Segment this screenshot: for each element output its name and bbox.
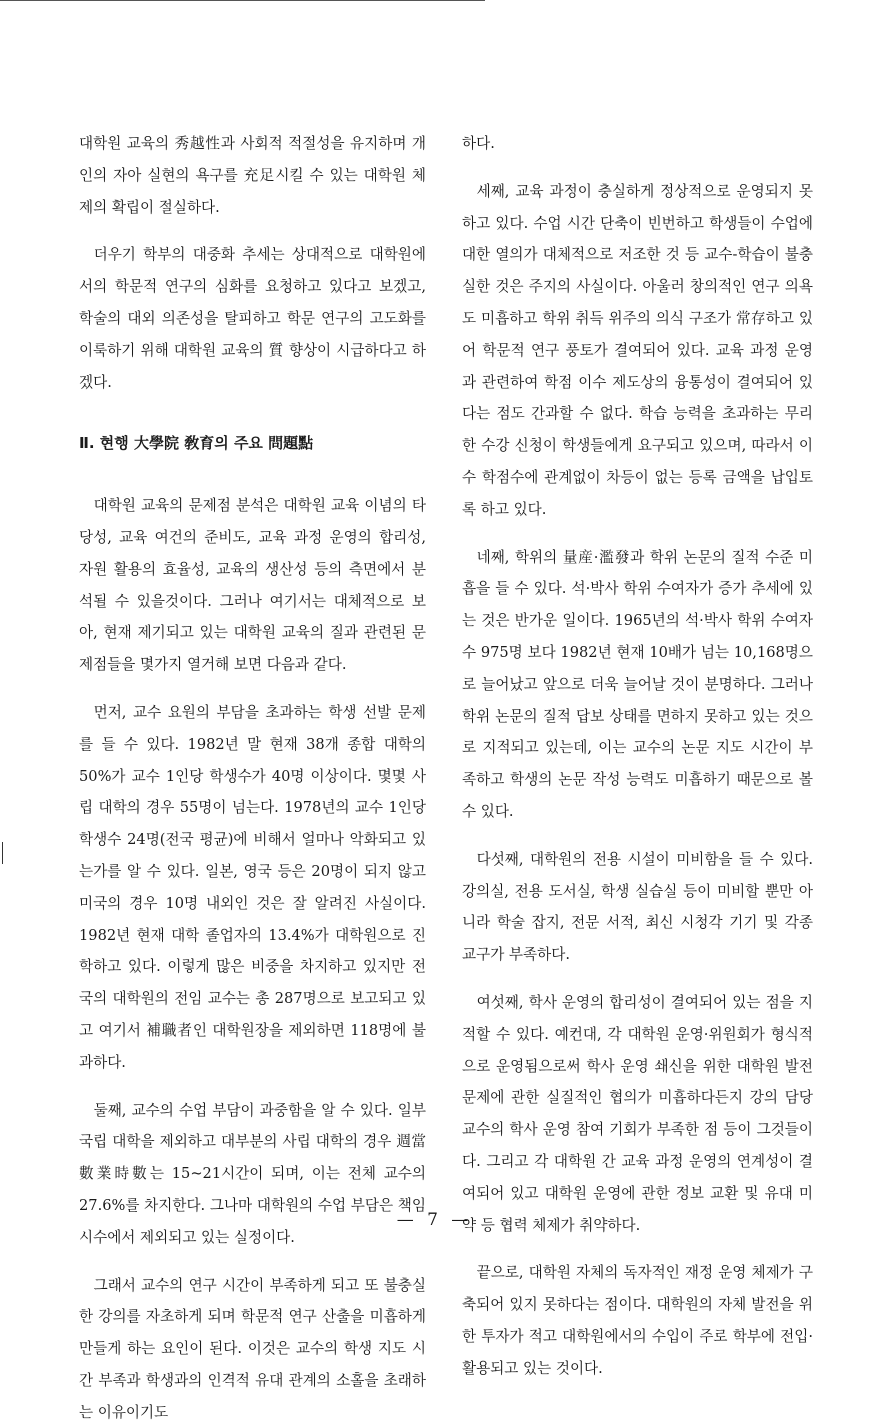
paragraph: 여섯째, 학사 운영의 합리성이 결여되어 있는 점을 지적할 수 있다. 예컨대, 각 대학원 운영·위원회가 형식적으로 운영됨으로써 학사 운영 쇄신을 위한 대학원 발전 문제에 관한 실질적인 협의가 미흡하다든지 강의 담당 교수의 학사 운영 참여 기회가 부족한 점 등이 그것들이다. 그리고 각 대학원 간 교육 과정 운영의 연계성이 결여되어 있고 대학원 운영에 관한 정보 교환 및 유대 미약 등 협력 체제가 취약하다.: [462, 987, 813, 1241]
margin-mark: [2, 842, 3, 864]
section-heading: Ⅱ. 현행 大學院 敎育의 주요 問題點: [79, 428, 426, 460]
paragraph: 먼저, 교수 요원의 부담을 초과하는 학생 선발 문제를 들 수 있다. 1982년 말 현재 38개 종합 대학의 50%가 교수 1인당 학생수가 40명 이상이다. 몇몇 사립 대학의 경우 55명이 넘는다. 1978년의 교수 1인당 학생수 24명(전국 평균)에 비해서 얼마나 악화되고 있는가를 알 수 있다. 일본, 영국 등은 20명이 되지 않고 미국의 경우 10명 내외인 것은 잘 알려진 사실이다. 1982년 현재 대학 졸업자의 13.4%가 대학원으로 진학하고 있다. 이렇게 많은 비중을 차지하고 있지만 전국의 대학원의 전임 교수는 총 287명으로 보고되고 있고 여기서 補職者인 대학원장을 제외하면 118명에 불과하다.: [79, 697, 426, 1079]
page-number: — 7 —: [0, 1210, 869, 1230]
paragraph: 네째, 학위의 量産·濫發과 학위 논문의 질적 수준 미흡을 들 수 있다. 석·박사 학위 수여자가 증가 추세에 있는 것은 반가운 일이다. 1965년의 석·박사 학위 수여자 수 975명 보다 1982년 현재 10배가 넘는 10,168명으로 늘어났고 앞으로 더욱 늘어날 것이 분명하다. 그러나 학위 논문의 질적 답보 상태를 면하지 못하고 있는 것으로 지적되고 있는데, 이는 교수의 논문 지도 시간이 부족하고 학생의 논문 작성 능력도 미흡하기 때문으로 볼 수 있다.: [462, 542, 813, 828]
paragraph: 끝으로, 대학원 자체의 독자적인 재정 운영 체제가 구축되어 있지 못하다는 점이다. 대학원의 자체 발전을 위한 투자가 적고 대학원에서의 수입이 주로 학부에 전입·활용되고 있는 것이다.: [462, 1257, 813, 1384]
paragraph: 다섯째, 대학원의 전용 시설이 미비함을 들 수 있다. 강의실, 전용 도서실, 학생 실습실 등이 미비할 뿐만 아니라 학술 잡지, 전문 서적, 최신 시청각 기기 및 각종 교구가 부족하다.: [462, 844, 813, 971]
paragraph: 그래서 교수의 연구 시간이 부족하게 되고 또 불충실한 강의를 자초하게 되며 학문적 연구 산출을 미흡하게 만들게 하는 요인이 된다. 이것은 교수의 학생 지도 시간 부족과 학생과의 인격적 유대 관계의 소홀을 초래하는 이유이기도: [79, 1270, 426, 1428]
paragraph: 하다.: [462, 128, 813, 160]
top-rule: [0, 0, 485, 1]
paragraph: 둘째, 교수의 수업 부담이 과중함을 알 수 있다. 일부 국립 대학을 제외하고 대부분의 사립 대학의 경우 週當 數業時數는 15~21시간이 되며, 이는 전체 교수의 27.6%를 차지한다. 그나마 대학원의 수업 부담은 책임 시수에서 제외되고 있는 실정이다.: [79, 1095, 426, 1254]
paragraph: 더우기 학부의 대중화 추세는 상대적으로 대학원에서의 학문적 연구의 심화를 요청하고 있다고 보겠고, 학술의 대외 의존성을 탈피하고 학문 연구의 고도화를 이룩하기 위해 대학원 교육의 質 향상이 시급하다고 하겠다.: [79, 239, 426, 398]
right-column: [462, 128, 813, 1384]
paragraph: 세째, 교육 과정이 충실하게 정상적으로 운영되지 못하고 있다. 수업 시간 단축이 빈번하고 학생들이 수업에 대한 열의가 대체적으로 저조한 것 등 교수-학습이 불충실한 것은 주지의 사실이다. 아울러 창의적인 연구 의욕도 미흡하고 학위 취득 위주의 의식 구조가 常存하고 있어 학문적 연구 풍토가 결여되어 있다. 교육 과정 운영과 관련하여 학점 이수 제도상의 융통성이 결여되어 있다는 점도 간과할 수 없다. 학습 능력을 초과하는 무리한 수강 신청이 학생들에게 요구되고 있으며, 따라서 이수 학점수에 관계없이 차등이 없는 등록 금액을 납입토록 하고 있다.: [462, 176, 813, 526]
paragraph: 대학원 교육의 문제점 분석은 대학원 교육 이념의 타당성, 교육 여건의 준비도, 교육 과정 운영의 합리성, 자원 활용의 효율성, 교육의 생산성 등의 측면에서 분석될 수 있을것이다. 그러나 여기서는 대체적으로 보아, 현재 제기되고 있는 대학원 교육의 질과 관련된 문제점들을 몇가지 열거해 보면 다음과 같다.: [79, 490, 426, 681]
left-column: [79, 128, 426, 1428]
paragraph: 대학원 교육의 秀越性과 사회적 적절성을 유지하며 개인의 자아 실현의 욕구를 充足시킬 수 있는 대학원 체제의 확립이 절실하다.: [79, 128, 426, 223]
